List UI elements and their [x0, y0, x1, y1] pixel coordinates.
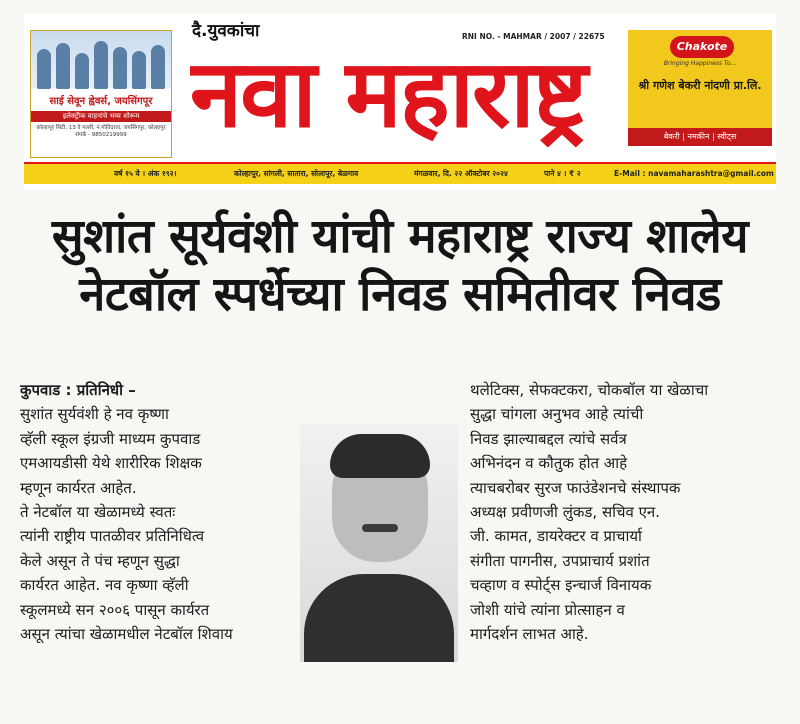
- brand-logo: Chakote: [670, 36, 734, 58]
- volume-issue: वर्ष १५ वे । अंक १९२।: [114, 169, 177, 178]
- body-line: स्कूलमध्ये सन २००६ पासून कार्यरत: [20, 600, 210, 619]
- body-line: थलेटिक्स, सेफक्टकरा, चोकबॉल या खेळाचा: [470, 381, 709, 399]
- article-headline: [26, 208, 774, 324]
- body-line: म्हणून कार्यरत आहेत.: [20, 478, 137, 497]
- body-line: त्यांनी राष्ट्रीय पातळीवर प्रतिनिधित्व: [20, 527, 205, 546]
- body-line: मार्गदर्शन लाभत आहे.: [470, 625, 589, 644]
- person-photo: [300, 424, 458, 662]
- body-line: केले असून ते पंच म्हणून सुद्धा: [20, 551, 180, 570]
- body-line: ते नेटबॉल या खेळामध्ये स्वतः: [20, 503, 176, 522]
- body-line: जी. कामत, डायरेक्टर व प्राचार्या: [470, 527, 642, 546]
- headline-line: नेटबॉल स्पर्धेच्या निवड समितीवर निवड: [79, 267, 721, 322]
- newspaper-title: नवा महाराष्ट्र: [190, 40, 586, 149]
- body-line: निवड झाल्याबद्दल त्यांचे सर्वत्र: [470, 429, 627, 448]
- edition-cities: कोल्हापूर, सांगली, सातारा, सोलापूर, बेळगाव: [234, 169, 359, 178]
- body-line: अध्यक्ष प्रवीणजी लुंकड, सचिव एन.: [470, 503, 661, 522]
- page-count-price: पाने ४ । ₹ २: [544, 169, 581, 178]
- body-line: सुद्धा चांगला अनुभव आहे त्यांची: [470, 405, 644, 424]
- ad-right-company: श्री गणेश बेकरी नांदणी प्रा.लि.: [638, 79, 762, 92]
- body-line: अभिनंदन व कौतुक होत आहे: [470, 454, 628, 473]
- dateline: कुपवाड : प्रतिनिधी –: [20, 381, 136, 399]
- issue-date: मंगळवार, दि. २२ ऑक्टोबर २०२४: [414, 169, 508, 178]
- article-column-right: [470, 378, 766, 646]
- rni-number: RNI NO. - MAHMAR / 2007 / 22675: [462, 32, 605, 41]
- ad-left-info: कोल्हापूर सिटी, 13 वे गल्ली, नं.गोविंदराव, जयसिंगपूर, कोल्हापूर संपर्क - 9850219999: [36, 125, 166, 138]
- body-line: त्याचबरोबर सुरज फाउंडेशनचे संस्थापक: [470, 478, 681, 497]
- ad-right-products: बेकरी | नमकीन | स्वीट्स: [628, 128, 772, 146]
- masthead: [24, 14, 776, 190]
- ad-image: [37, 37, 165, 89]
- body-line: व्हॅली स्कूल इंग्रजी माध्यम कुपवाड: [20, 429, 201, 448]
- body-line: जोशी यांचे त्यांना प्रोत्साहन व: [470, 600, 625, 619]
- newspaper-tagline: दै.युवकांचा: [192, 21, 260, 41]
- ad-left-subtitle: इलेक्ट्रीक वाहनांचे भव्य शोरूम: [31, 111, 171, 122]
- contact-email: E-Mail : navamaharashtra@gmail.com: [614, 169, 774, 178]
- body-line: असून त्यांचा खेळामधील नेटबॉल शिवाय: [20, 625, 233, 644]
- body-line: चव्हाण व स्पोर्ट्स इन्चार्ज विनायक: [470, 576, 652, 595]
- brand-tagline: Bringing Happiness To...: [663, 60, 737, 67]
- advertisement-left: [30, 30, 172, 158]
- ad-left-title: साई सेवून ह्वेवर्स, जयसिंगपूर: [49, 96, 153, 107]
- article-column-left: [20, 378, 310, 646]
- body-line: संगीता पागनीस, उपप्राचार्य प्रशांत: [470, 551, 650, 570]
- body-line: कार्यरत आहेत. नव कृष्णा व्हॅली: [20, 576, 189, 595]
- body-line: एमआयडीसी येथे शारीरिक शिक्षक: [20, 454, 202, 473]
- body-line: सुशांत सुर्यवंशी हे नव कृष्णा: [20, 405, 169, 424]
- headline-line: सुशांत सूर्यवंशी यांची महाराष्ट्र राज्य शालेय: [51, 209, 749, 264]
- advertisement-right: [628, 30, 772, 146]
- issue-info-bar: [24, 162, 776, 184]
